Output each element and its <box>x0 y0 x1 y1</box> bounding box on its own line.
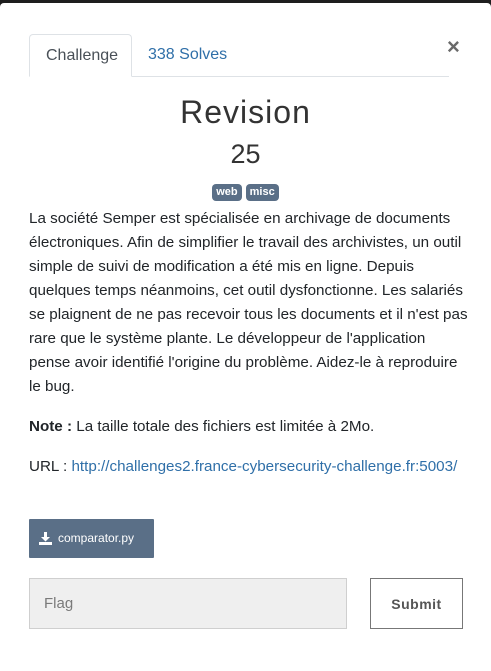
note-paragraph <box>29 415 469 439</box>
modal-tabs <box>29 34 449 77</box>
flag-input[interactable] <box>29 578 347 629</box>
tag-badge: web <box>212 184 241 201</box>
tag-badge: misc <box>246 184 279 201</box>
tab-solves[interactable]: 338 Solves <box>148 46 228 63</box>
download-file-button[interactable] <box>29 519 154 558</box>
description-text: La société Semper est spécialisée en archivage de documents électroniques. Afin de simplifier le travail des archivistes, un outil simple de suivi de modification a été mis en ligne. Depuis quelques temps néanmoins, cet outil dysfonctionne. Les salariés se plaignent de ne pas recevoir tous les documents et il n'est pas rare que le système plante. Le développeur de l'application pense avoir identifié l'origine du problème. Aidez-le à reproduire le bug. <box>29 210 468 395</box>
note-text: La taille totale des fichiers est limitée à 2Mo. <box>72 418 375 435</box>
challenge-modal <box>0 3 491 671</box>
note-label: Note : <box>29 418 73 435</box>
submit-button[interactable]: Submit <box>370 578 463 629</box>
challenge-points: 25 <box>230 139 261 169</box>
challenge-description <box>29 207 469 495</box>
download-file-label: comparator.py <box>58 531 135 545</box>
challenge-title: Revision <box>180 94 311 130</box>
challenge-tags <box>0 184 491 201</box>
url-paragraph <box>29 455 469 479</box>
close-icon[interactable]: × <box>447 34 460 59</box>
url-label: URL : <box>29 458 72 475</box>
tab-challenge[interactable]: Challenge <box>29 34 132 77</box>
download-icon <box>39 532 52 545</box>
challenge-url-link[interactable]: http://challenges2.france-cybersecurity-challenge.fr:5003/ <box>71 458 458 475</box>
